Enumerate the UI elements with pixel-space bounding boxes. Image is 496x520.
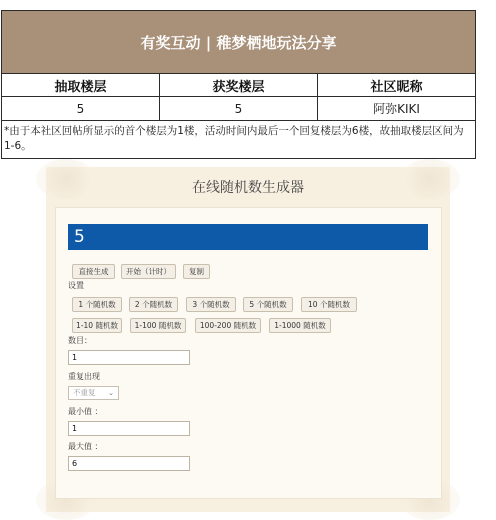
settings-label: 设置 <box>68 281 84 290</box>
event-title: 有奖互动 | 稚梦栖地玩法分享 <box>2 11 475 74</box>
preset-3-numbers[interactable]: 3 个随机数 <box>186 297 236 312</box>
preset-10-numbers[interactable]: 10 个随机数 <box>301 297 357 312</box>
repeat-label: 重复出现 <box>68 372 100 381</box>
range-1-100[interactable]: 1-100 随机数 <box>130 318 186 333</box>
generator-title: 在线随机数生成器 <box>192 180 304 196</box>
table-row <box>2 97 475 121</box>
copy-button[interactable]: 复制 <box>183 264 210 279</box>
min-label: 最小值 ： <box>68 407 103 416</box>
preset-5-numbers[interactable]: 5 个随机数 <box>243 297 293 312</box>
preset-1-number[interactable]: 1 个随机数 <box>72 297 122 312</box>
range-1-10[interactable]: 1-10 随机数 <box>72 318 122 333</box>
preset-2-numbers[interactable]: 2 个随机数 <box>129 297 178 312</box>
footnote: *由于本社区回帖所显示的首个楼层为1楼，活动时间内最后一个回复楼层为6楼，故抽取楼层区间为1-6。 <box>4 125 464 152</box>
count-input[interactable]: 1 <box>68 350 190 365</box>
cell-winning-floor: 5 <box>160 97 318 120</box>
result-display: 5 <box>68 224 428 250</box>
header-draw-floor: 抽取楼层 <box>2 74 160 96</box>
min-input[interactable]: 1 <box>68 421 190 436</box>
chevron-down-icon: ⌄ <box>108 389 114 397</box>
max-input[interactable]: 6 <box>68 456 190 471</box>
max-label: 最大值 ： <box>68 442 103 451</box>
generate-button[interactable]: 直接生成 <box>72 264 115 279</box>
generator-form <box>55 207 442 499</box>
range-100-200[interactable]: 100-200 随机数 <box>195 318 261 333</box>
cell-nickname: 阿弥KIKI <box>373 102 420 116</box>
repeat-select[interactable] <box>68 386 119 400</box>
repeat-select-value: 不重复 <box>73 388 96 397</box>
result-table <box>1 10 476 159</box>
table-header-row <box>2 74 475 97</box>
header-winning-floor: 获奖楼层 <box>160 74 318 96</box>
count-label: 数目： <box>68 336 92 345</box>
header-nickname: 社区昵称 <box>370 79 423 95</box>
cell-draw-floor: 5 <box>2 97 160 120</box>
range-1-1000[interactable]: 1-1000 随机数 <box>269 318 331 333</box>
start-timer-button[interactable]: 开始（计时） <box>121 264 176 279</box>
random-number-generator <box>46 167 450 512</box>
